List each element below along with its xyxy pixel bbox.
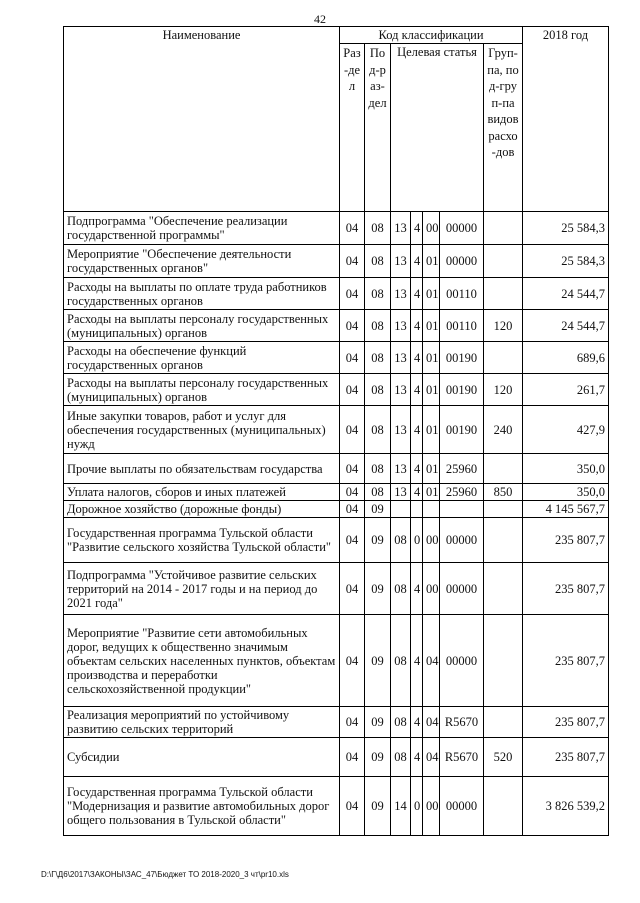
row-name: Государственная программа Тульской области "Развитие сельского хозяйства Тульской области" xyxy=(64,518,340,563)
table-row xyxy=(64,563,609,615)
row-target-event: 01 xyxy=(423,342,440,374)
row-name: Прочие выплаты по обязательствам государства xyxy=(64,454,340,484)
row-expense-type xyxy=(484,212,523,245)
row-target-event: 00 xyxy=(423,518,440,563)
row-subsection: 09 xyxy=(365,518,391,563)
row-target-program: 08 xyxy=(391,563,411,615)
row-section: 04 xyxy=(340,563,365,615)
row-expense-type: 120 xyxy=(484,374,523,406)
header-target-article: Целевая статья xyxy=(391,44,484,212)
row-target-program xyxy=(391,501,411,518)
row-target-program: 13 xyxy=(391,310,411,342)
row-name: Расходы на выплаты персоналу государственных (муниципальных) органов xyxy=(64,310,340,342)
row-target-program: 13 xyxy=(391,374,411,406)
row-target-event: 01 xyxy=(423,310,440,342)
row-section: 04 xyxy=(340,278,365,310)
row-target-subprogram: 4 xyxy=(411,278,423,310)
row-target-direction: 00190 xyxy=(440,342,484,374)
row-expense-type xyxy=(484,518,523,563)
row-target-program: 13 xyxy=(391,212,411,245)
header-subsection: Под-раз-дел xyxy=(365,44,391,212)
row-target-event: 00 xyxy=(423,212,440,245)
row-expense-type: 520 xyxy=(484,738,523,777)
row-target-direction: R5670 xyxy=(440,738,484,777)
header-classification: Код классификации xyxy=(340,27,523,44)
row-name: Расходы на выплаты по оплате труда работников государственных органов xyxy=(64,278,340,310)
row-target-direction: 00110 xyxy=(440,310,484,342)
row-amount: 427,9 xyxy=(523,406,609,454)
row-section: 04 xyxy=(340,406,365,454)
row-section: 04 xyxy=(340,501,365,518)
table-row xyxy=(64,342,609,374)
table-header xyxy=(64,27,609,212)
table-row xyxy=(64,501,609,518)
table-body xyxy=(64,212,609,836)
row-expense-type xyxy=(484,501,523,518)
row-subsection: 09 xyxy=(365,707,391,738)
row-section: 04 xyxy=(340,342,365,374)
table-row xyxy=(64,777,609,836)
row-target-event: 00 xyxy=(423,777,440,836)
row-amount: 3 826 539,2 xyxy=(523,777,609,836)
header-year: 2018 год xyxy=(523,27,609,212)
row-target-direction: 00000 xyxy=(440,615,484,707)
row-name: Субсидии xyxy=(64,738,340,777)
row-subsection: 08 xyxy=(365,406,391,454)
row-subsection: 09 xyxy=(365,615,391,707)
row-subsection: 09 xyxy=(365,777,391,836)
row-expense-type xyxy=(484,454,523,484)
row-subsection: 08 xyxy=(365,454,391,484)
table-row xyxy=(64,738,609,777)
row-name: Иные закупки товаров, работ и услуг для обеспечения государственных (муниципальных) нужд xyxy=(64,406,340,454)
row-target-subprogram: 4 xyxy=(411,615,423,707)
row-target-program: 08 xyxy=(391,738,411,777)
row-section: 04 xyxy=(340,615,365,707)
row-section: 04 xyxy=(340,212,365,245)
row-target-program: 13 xyxy=(391,406,411,454)
row-expense-type xyxy=(484,777,523,836)
row-name: Мероприятие "Обеспечение деятельности государственных органов" xyxy=(64,245,340,278)
row-target-event xyxy=(423,501,440,518)
row-target-program: 13 xyxy=(391,454,411,484)
row-target-event: 01 xyxy=(423,374,440,406)
row-subsection: 08 xyxy=(365,310,391,342)
table-row xyxy=(64,454,609,484)
row-subsection: 09 xyxy=(365,563,391,615)
row-amount: 235 807,7 xyxy=(523,738,609,777)
row-target-subprogram xyxy=(411,501,423,518)
row-target-event: 01 xyxy=(423,406,440,454)
row-subsection: 08 xyxy=(365,278,391,310)
row-name: Государственная программа Тульской области "Модернизация и развитие автомобильных дорог общего пользования в Тульской области" xyxy=(64,777,340,836)
row-subsection: 08 xyxy=(365,484,391,501)
row-subsection: 08 xyxy=(365,245,391,278)
table-row xyxy=(64,406,609,454)
row-target-subprogram: 0 xyxy=(411,777,423,836)
row-target-direction: 00000 xyxy=(440,245,484,278)
row-target-event: 01 xyxy=(423,245,440,278)
table-row xyxy=(64,310,609,342)
row-target-subprogram: 4 xyxy=(411,245,423,278)
table-row xyxy=(64,707,609,738)
row-expense-type xyxy=(484,245,523,278)
row-target-program: 08 xyxy=(391,615,411,707)
table-row xyxy=(64,484,609,501)
row-target-direction: 00190 xyxy=(440,374,484,406)
row-target-event: 01 xyxy=(423,454,440,484)
row-target-event: 04 xyxy=(423,707,440,738)
row-target-direction: 00000 xyxy=(440,212,484,245)
row-section: 04 xyxy=(340,518,365,563)
row-amount: 24 544,7 xyxy=(523,310,609,342)
row-amount: 350,0 xyxy=(523,484,609,501)
budget-table xyxy=(63,26,609,836)
row-name: Расходы на выплаты персоналу государственных (муниципальных) органов xyxy=(64,374,340,406)
row-target-program: 13 xyxy=(391,484,411,501)
header-expense-group: Груп-па, под-груп-па видов расхо-дов xyxy=(484,44,523,212)
row-amount: 235 807,7 xyxy=(523,615,609,707)
row-section: 04 xyxy=(340,374,365,406)
row-expense-type xyxy=(484,707,523,738)
row-target-subprogram: 4 xyxy=(411,374,423,406)
row-target-direction: 25960 xyxy=(440,484,484,501)
row-section: 04 xyxy=(340,454,365,484)
row-target-subprogram: 4 xyxy=(411,563,423,615)
row-target-subprogram: 4 xyxy=(411,738,423,777)
row-amount: 235 807,7 xyxy=(523,563,609,615)
row-expense-type: 240 xyxy=(484,406,523,454)
header-name: Наименование xyxy=(64,27,340,212)
row-name: Мероприятие "Развитие сети автомобильных дорог, ведущих к общественно значимым объектам сельских населенных пунктов, объектам производства и переработки сельскохозяйственной продукции" xyxy=(64,615,340,707)
row-target-program: 13 xyxy=(391,278,411,310)
row-expense-type xyxy=(484,615,523,707)
row-amount: 689,6 xyxy=(523,342,609,374)
page-number: 42 xyxy=(314,12,326,26)
row-amount: 4 145 567,7 xyxy=(523,501,609,518)
row-expense-type xyxy=(484,342,523,374)
row-target-direction xyxy=(440,501,484,518)
row-name: Расходы на обеспечение функций государственных органов xyxy=(64,342,340,374)
row-name: Уплата налогов, сборов и иных платежей xyxy=(64,484,340,501)
row-amount: 235 807,7 xyxy=(523,707,609,738)
row-target-subprogram: 4 xyxy=(411,212,423,245)
row-target-direction: R5670 xyxy=(440,707,484,738)
row-target-program: 13 xyxy=(391,342,411,374)
row-amount: 350,0 xyxy=(523,454,609,484)
row-target-event: 04 xyxy=(423,615,440,707)
row-target-direction: 00000 xyxy=(440,777,484,836)
row-target-program: 13 xyxy=(391,245,411,278)
row-target-subprogram: 4 xyxy=(411,707,423,738)
row-target-direction: 25960 xyxy=(440,454,484,484)
row-target-direction: 00190 xyxy=(440,406,484,454)
row-target-direction: 00000 xyxy=(440,518,484,563)
row-section: 04 xyxy=(340,310,365,342)
row-amount: 25 584,3 xyxy=(523,245,609,278)
file-path-footer: D:\Г\Д6\2017\ЗАКОНЫ\ЗАС_47\Бюджет ТО 2018-2020_3 чт\pr10.xls xyxy=(41,870,289,879)
row-expense-type: 120 xyxy=(484,310,523,342)
row-subsection: 08 xyxy=(365,342,391,374)
row-section: 04 xyxy=(340,484,365,501)
row-target-subprogram: 4 xyxy=(411,310,423,342)
row-target-subprogram: 4 xyxy=(411,484,423,501)
row-section: 04 xyxy=(340,245,365,278)
row-target-subprogram: 4 xyxy=(411,454,423,484)
table-row xyxy=(64,245,609,278)
row-target-event: 04 xyxy=(423,738,440,777)
row-expense-type xyxy=(484,563,523,615)
row-subsection: 09 xyxy=(365,501,391,518)
table-row xyxy=(64,615,609,707)
row-target-program: 08 xyxy=(391,707,411,738)
row-target-program: 14 xyxy=(391,777,411,836)
row-target-subprogram: 4 xyxy=(411,406,423,454)
row-amount: 235 807,7 xyxy=(523,518,609,563)
table-row xyxy=(64,374,609,406)
row-subsection: 08 xyxy=(365,212,391,245)
row-amount: 24 544,7 xyxy=(523,278,609,310)
row-name: Реализация мероприятий по устойчивому развитию сельских территорий xyxy=(64,707,340,738)
row-target-subprogram: 0 xyxy=(411,518,423,563)
row-expense-type xyxy=(484,278,523,310)
row-target-direction: 00000 xyxy=(440,563,484,615)
header-section: Раз-дел xyxy=(340,44,365,212)
row-target-event: 01 xyxy=(423,278,440,310)
row-name: Подпрограмма "Устойчивое развитие сельских территорий на 2014 - 2017 годы и на период до 2021 года" xyxy=(64,563,340,615)
row-subsection: 09 xyxy=(365,738,391,777)
row-target-subprogram: 4 xyxy=(411,342,423,374)
row-section: 04 xyxy=(340,738,365,777)
table-row xyxy=(64,278,609,310)
row-target-event: 01 xyxy=(423,484,440,501)
row-section: 04 xyxy=(340,707,365,738)
row-name: Дорожное хозяйство (дорожные фонды) xyxy=(64,501,340,518)
row-subsection: 08 xyxy=(365,374,391,406)
row-target-event: 00 xyxy=(423,563,440,615)
row-section: 04 xyxy=(340,777,365,836)
row-name: Подпрограмма "Обеспечение реализации государственной программы" xyxy=(64,212,340,245)
table-row xyxy=(64,518,609,563)
row-target-program: 08 xyxy=(391,518,411,563)
row-target-direction: 00110 xyxy=(440,278,484,310)
row-amount: 25 584,3 xyxy=(523,212,609,245)
row-expense-type: 850 xyxy=(484,484,523,501)
table-row xyxy=(64,212,609,245)
row-amount: 261,7 xyxy=(523,374,609,406)
